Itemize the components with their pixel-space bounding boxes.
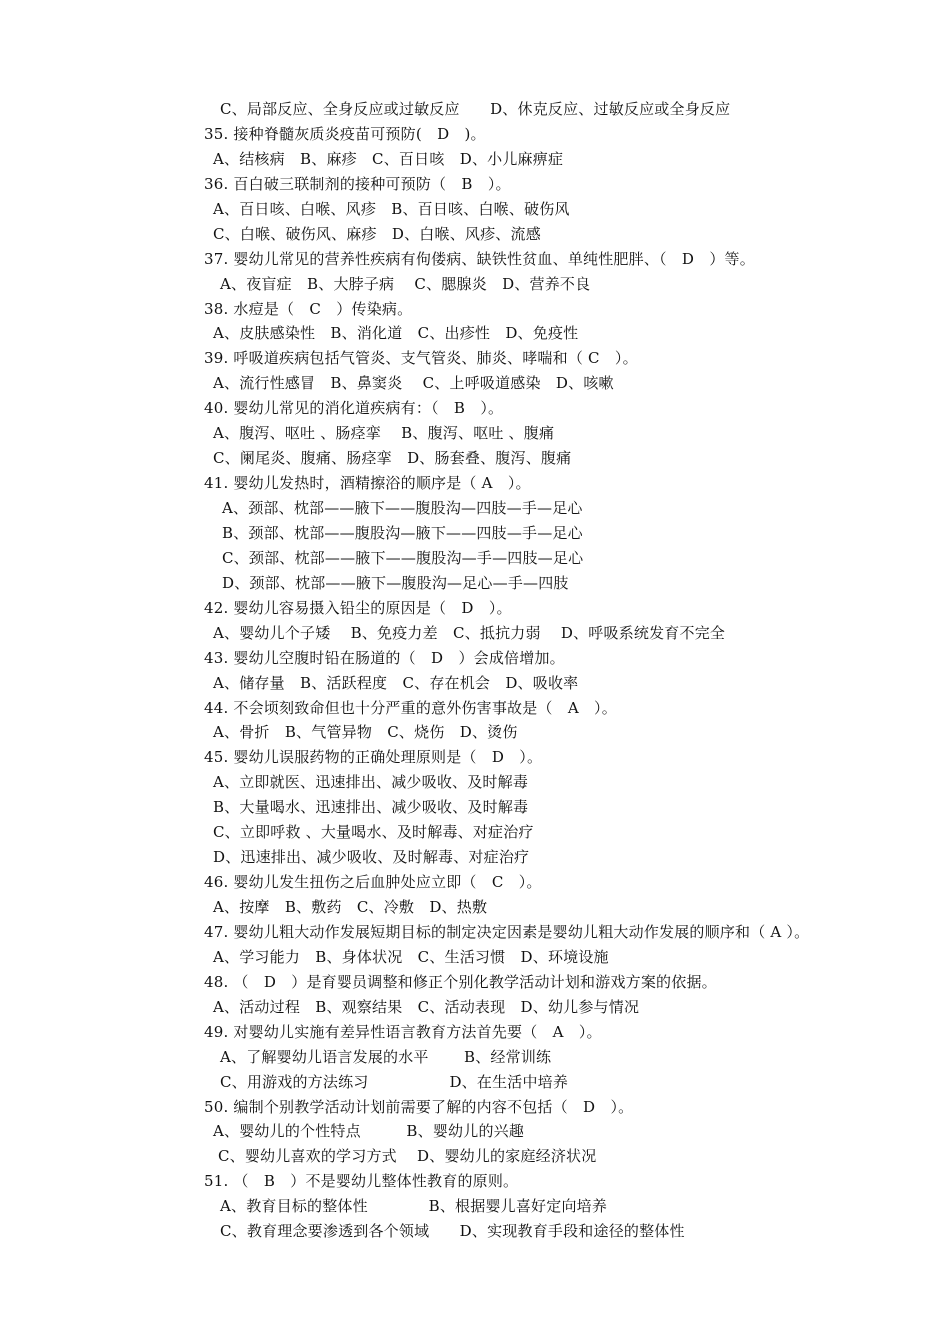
text-line: A、腹泻、呕吐 、肠痉挛 B、腹泻、呕吐 、腹痛 [213, 424, 555, 443]
text-line: 50. 编制个别教学活动计划前需要了解的内容不包括（ D ）。 [204, 1097, 634, 1116]
text-line: C、阑尾炎、腹痛、肠痉挛 D、肠套叠、腹泻、腹痛 [213, 449, 572, 468]
text-line: A、皮肤感染性 B、消化道 C、出疹性 D、免疫性 [213, 324, 579, 343]
text-line: A、百日咳、白喉、风疹 B、百日咳、白喉、破伤风 [213, 199, 570, 218]
text-line: A、颈部、枕部——腋下——腹股沟—四肢—手—足心 [222, 499, 583, 517]
text-line: D、迅速排出、减少吸收、及时解毒、对症治疗 [213, 848, 530, 867]
text-line: A、按摩 B、敷药 C、冷敷 D、热敷 [213, 898, 488, 916]
text-line: 35. 接种脊髓灰质炎疫苗可预防( D )。 [204, 124, 486, 143]
text-line: A、了解婴幼儿语言发展的水平 B、经常训练 [220, 1047, 552, 1066]
text-line: A、储存量 B、活跃程度 C、存在机会 D、吸收率 [213, 673, 579, 692]
text-line: A、学习能力 B、身体状况 C、生活习惯 D、环境设施 [213, 947, 609, 966]
text-line: B、大量喝水、迅速排出、减少吸收、及时解毒 [213, 798, 529, 817]
text-line: 37. 婴幼儿常见的营养性疾病有佝偻病、缺铁性贫血、单纯性肥胖、（ D ）等。 [204, 249, 755, 268]
text-line: 39. 呼吸道疾病包括气管炎、支气管炎、肺炎、哮喘和（ C ）。 [204, 349, 638, 368]
text-line: A、活动过程 B、观察结果 C、活动表现 D、幼儿参与情况 [213, 997, 640, 1016]
text-line: 44. 不会顷刻致命但也十分严重的意外伤害事故是（ A ）。 [204, 698, 617, 717]
text-line: C、立即呼救 、大量喝水、及时解毒、对症治疗 [213, 823, 534, 842]
text-line: B、颈部、枕部——腹股沟—腋下——四肢—手—足心 [222, 523, 583, 542]
text-line: C、白喉、破伤风、麻疹 D、白喉、风疹、流感 [213, 224, 541, 243]
text-line: 38. 水痘是（ C ）传染病。 [204, 299, 413, 318]
text-line: 46. 婴幼儿发生扭伤之后血肿处应立即（ C ）。 [204, 873, 542, 892]
text-line: 49. 对婴幼儿实施有差异性语言教育方法首先要（ A ）。 [204, 1022, 602, 1041]
text-line: C、颈部、枕部——腋下——腹股沟—手—四肢—足心 [222, 548, 584, 567]
text-line: 41. 婴幼儿发热时，酒精擦浴的顺序是（ A ）。 [204, 474, 531, 493]
text-line: 51. （ B ）不是婴幼儿整体性教育的原则。 [204, 1172, 519, 1191]
text-line: A、流行性感冒 B、鼻窦炎 C、上呼吸道感染 D、咳嗽 [213, 374, 614, 393]
text-line: A、立即就医、迅速排出、减少吸收、及时解毒 [213, 773, 529, 792]
text-line: 45. 婴幼儿误服药物的正确处理原则是（ D ）。 [204, 748, 543, 767]
text-line: 48. （ D ）是育婴员调整和修正个别化教学活动计划和游戏方案的依据。 [204, 972, 717, 991]
text-line: A、教育目标的整体性 B、根据婴儿喜好定向培养 [220, 1197, 608, 1216]
text-line: 36. 百白破三联制剂的接种可预防（ B ）。 [204, 174, 511, 193]
text-line: 40. 婴幼儿常见的消化道疾病有：（ B ）。 [204, 399, 504, 418]
text-line: C、用游戏的方法练习 D、在生活中培养 [220, 1072, 569, 1091]
text-line: A、夜盲症 B、大脖子病 C、腮腺炎 D、营养不良 [220, 274, 591, 293]
text-line: C、局部反应、全身反应或过敏反应 D、休克反应、过敏反应或全身反应 [220, 100, 731, 118]
text-line: C、教育理念要渗透到各个领域 D、实现教育手段和途径的整体性 [220, 1222, 685, 1241]
text-line: A、婴幼儿个子矮 B、免疫力差 C、抵抗力弱 D、呼吸系统发育不完全 [213, 623, 726, 642]
text-line: A、婴幼儿的个性特点 B、婴幼儿的兴趣 [213, 1122, 525, 1141]
text-line: 47. 婴幼儿粗大动作发展短期目标的制定决定因素是婴幼儿粗大动作发展的顺序和（ A ）。 [204, 922, 810, 941]
text-line: 43. 婴幼儿空腹时铅在肠道的（ D ）会成倍增加。 [204, 648, 565, 667]
text-line: A、结核病 B、麻疹 C、百日咳 D、小儿麻痹症 [213, 149, 564, 168]
text-line: C、婴幼儿喜欢的学习方式 D、婴幼儿的家庭经济状况 [213, 1147, 597, 1166]
text-line: A、骨折 B、气管异物 C、烧伤 D、烫伤 [213, 723, 518, 742]
document-page [0, 97, 950, 1244]
text-line: 42. 婴幼儿容易摄入铅尘的原因是（ D ）。 [204, 598, 512, 617]
text-line: D、颈部、枕部——腋下—腹股沟—足心—手—四肢 [222, 573, 569, 592]
